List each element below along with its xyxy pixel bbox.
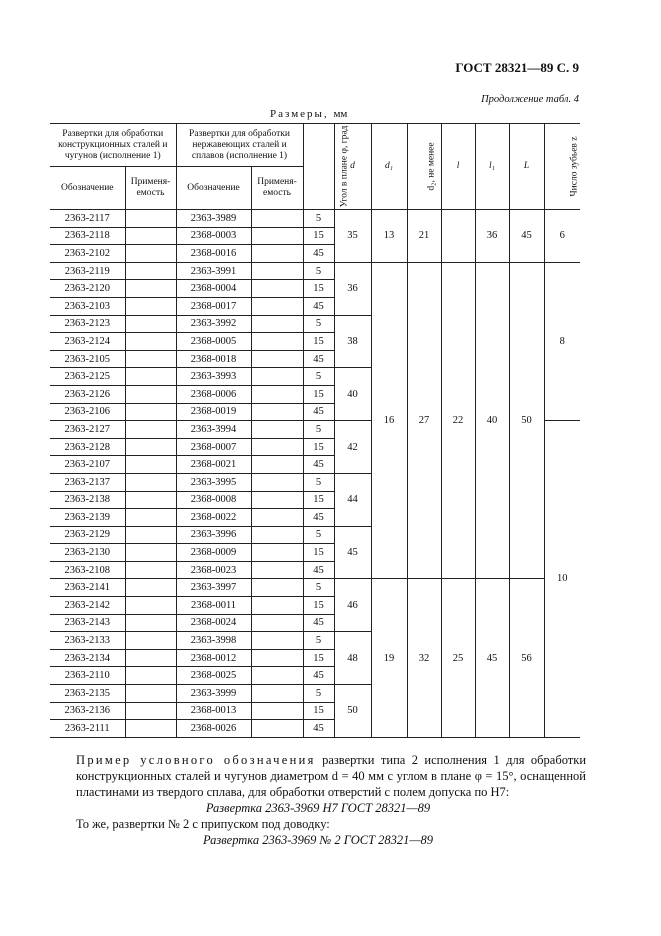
d1-value: 16	[371, 262, 407, 579]
angle-value: 15	[303, 491, 334, 509]
application-group1	[125, 280, 176, 298]
designation-group2: 2363-3993	[176, 368, 251, 386]
example-paragraph	[50, 752, 586, 800]
example-block	[50, 752, 586, 848]
angle-value: 5	[303, 262, 334, 280]
angle-value: 5	[303, 579, 334, 597]
angle-value: 45	[303, 614, 334, 632]
z-header-text: Число зубьев z	[569, 136, 580, 197]
d2-header	[407, 124, 441, 210]
designation-group2: 2368-0009	[176, 544, 251, 562]
l1-value: 40	[475, 262, 509, 579]
application-group2	[251, 526, 303, 544]
example-heading: Пример условного обозначения	[76, 753, 316, 767]
application-group1	[125, 579, 176, 597]
angle-header-text: Угол в плане φ, град	[338, 125, 349, 208]
l-value	[441, 210, 475, 263]
application-group2	[251, 245, 303, 263]
application-group1	[125, 210, 176, 228]
designation-group1: 2363-2136	[50, 702, 125, 720]
angle-value: 15	[303, 333, 334, 351]
l-value: 25	[441, 579, 475, 737]
standard-header: ГОСТ 28321—89 С. 9	[455, 60, 579, 75]
application-header-2: Применя-емость	[251, 167, 303, 210]
designation-group1: 2363-2128	[50, 438, 125, 456]
application-group1	[125, 315, 176, 333]
application-group1	[125, 421, 176, 439]
L-value: 45	[509, 210, 544, 263]
d-value: 42	[334, 421, 371, 474]
designation-group1: 2363-2133	[50, 632, 125, 650]
d2-value: 27	[407, 262, 441, 579]
application-group2	[251, 544, 303, 562]
angle-value: 5	[303, 368, 334, 386]
designation-group2: 2368-0026	[176, 720, 251, 738]
application-group2	[251, 227, 303, 245]
application-group2	[251, 438, 303, 456]
dimensions-caption	[270, 108, 347, 120]
designation-header-1: Обозначение	[50, 167, 125, 210]
designation-group1: 2363-2106	[50, 403, 125, 421]
d1-value: 13	[371, 210, 407, 263]
application-group1	[125, 544, 176, 562]
application-group2	[251, 649, 303, 667]
designation-group1: 2363-2111	[50, 720, 125, 738]
designation-group1: 2363-2105	[50, 350, 125, 368]
angle-value: 15	[303, 280, 334, 298]
designation-group1: 2363-2126	[50, 385, 125, 403]
d-value: 48	[334, 632, 371, 685]
designation-group2: 2363-3995	[176, 473, 251, 491]
application-group1	[125, 632, 176, 650]
application-group1	[125, 385, 176, 403]
d-value: 35	[334, 210, 371, 263]
group2-header: Развертки для обработки нержавеющих сталей и сплавов (исполнение 1)	[176, 124, 303, 167]
application-group2	[251, 685, 303, 703]
application-group2	[251, 579, 303, 597]
angle-value: 45	[303, 456, 334, 474]
designation-group1: 2363-2137	[50, 473, 125, 491]
application-group2	[251, 491, 303, 509]
l-value: 22	[441, 262, 475, 579]
angle-value: 15	[303, 544, 334, 562]
designation-group2: 2368-0012	[176, 649, 251, 667]
designation-group2: 2363-3992	[176, 315, 251, 333]
designation-group1: 2363-2107	[50, 456, 125, 474]
table-row	[50, 262, 580, 280]
designation-group1: 2363-2119	[50, 262, 125, 280]
designation-group2: 2368-0017	[176, 297, 251, 315]
angle-value: 5	[303, 315, 334, 333]
angle-value: 5	[303, 526, 334, 544]
designation-group2: 2368-0022	[176, 509, 251, 527]
designation-group1: 2363-2127	[50, 421, 125, 439]
application-group1	[125, 685, 176, 703]
application-group2	[251, 385, 303, 403]
angle-value: 15	[303, 649, 334, 667]
table-continuation-note: Продолжение табл. 4	[481, 94, 579, 105]
designation-group1: 2363-2135	[50, 685, 125, 703]
angle-value: 45	[303, 509, 334, 527]
designation-group2: 2368-0023	[176, 561, 251, 579]
application-group1	[125, 614, 176, 632]
angle-value: 5	[303, 632, 334, 650]
d-value: 44	[334, 473, 371, 526]
application-group1	[125, 720, 176, 738]
designation-group1: 2363-2118	[50, 227, 125, 245]
example-designation-2: Развертка 2363-3969 № 2 ГОСТ 28321—89	[202, 833, 434, 847]
designation-group1: 2363-2108	[50, 561, 125, 579]
designation-group2: 2368-0007	[176, 438, 251, 456]
application-group1	[125, 667, 176, 685]
application-group2	[251, 597, 303, 615]
d2-value: 21	[407, 210, 441, 263]
d2-header-text: d₂, не менее	[426, 142, 437, 191]
application-group2	[251, 421, 303, 439]
example-text: развертки типа 2 исполнения 1 для обработки конструкционных сталей и чугунов диаметром d = 40 мм с углом в плане φ = 15°, оснащенной пластинами из твердого сплава, для обработки отверстий с полем допуска по Н7:	[76, 753, 587, 799]
designation-group2: 2363-3996	[176, 526, 251, 544]
d-value: 46	[334, 579, 371, 632]
designation-group2: 2368-0019	[176, 403, 251, 421]
table-row	[50, 579, 580, 597]
designation-group1: 2363-2123	[50, 315, 125, 333]
angle-value: 15	[303, 227, 334, 245]
application-group1	[125, 262, 176, 280]
designation-group2: 2363-3999	[176, 685, 251, 703]
designation-group2: 2363-3991	[176, 262, 251, 280]
application-group2	[251, 297, 303, 315]
d1-header: d₁	[371, 124, 407, 210]
designation-group1: 2363-2117	[50, 210, 125, 228]
application-group1	[125, 509, 176, 527]
angle-value: 45	[303, 245, 334, 263]
angle-value: 5	[303, 210, 334, 228]
L-value: 56	[509, 579, 544, 737]
dimensions-caption-text: Размеры,	[270, 108, 329, 120]
application-group1	[125, 438, 176, 456]
application-group1	[125, 561, 176, 579]
dimensions-unit: мм	[333, 108, 348, 120]
d-value: 40	[334, 368, 371, 421]
designation-group2: 2363-3998	[176, 632, 251, 650]
designation-group1: 2363-2138	[50, 491, 125, 509]
application-group1	[125, 297, 176, 315]
angle-value: 5	[303, 685, 334, 703]
d-header: d	[334, 124, 371, 210]
angle-value: 45	[303, 297, 334, 315]
application-group2	[251, 210, 303, 228]
angle-value: 45	[303, 667, 334, 685]
designation-group2: 2368-0024	[176, 614, 251, 632]
designation-group1: 2363-2129	[50, 526, 125, 544]
designation-group2: 2363-3994	[176, 421, 251, 439]
application-group1	[125, 526, 176, 544]
table-row	[50, 210, 580, 228]
application-group2	[251, 614, 303, 632]
application-group2	[251, 720, 303, 738]
angle-value: 45	[303, 350, 334, 368]
designation-group1: 2363-2142	[50, 597, 125, 615]
application-group1	[125, 473, 176, 491]
designation-group1: 2363-2124	[50, 333, 125, 351]
application-group2	[251, 667, 303, 685]
designation-group1: 2363-2110	[50, 667, 125, 685]
designation-group2: 2368-0016	[176, 245, 251, 263]
application-group2	[251, 262, 303, 280]
z-value: 10	[544, 421, 580, 738]
application-group1	[125, 403, 176, 421]
l-header: l	[441, 124, 475, 210]
application-group1	[125, 456, 176, 474]
angle-value: 15	[303, 597, 334, 615]
angle-value: 15	[303, 385, 334, 403]
application-group1	[125, 597, 176, 615]
designation-group2: 2368-0008	[176, 491, 251, 509]
angle-value: 15	[303, 702, 334, 720]
designation-group2: 2368-0025	[176, 667, 251, 685]
example-text-2: То же, развертки № 2 с припуском под доводку:	[76, 817, 330, 831]
designation-group1: 2363-2102	[50, 245, 125, 263]
angle-value: 15	[303, 438, 334, 456]
example-designation-1: Развертка 2363-3969 Н7 ГОСТ 28321—89	[205, 801, 431, 815]
L-value: 50	[509, 262, 544, 579]
angle-value: 5	[303, 473, 334, 491]
group1-header: Развертки для обработки конструкционных сталей и чугунов (исполнение 1)	[50, 124, 176, 167]
designation-group2: 2368-0018	[176, 350, 251, 368]
designation-group2: 2363-3989	[176, 210, 251, 228]
designation-group1: 2363-2134	[50, 649, 125, 667]
designation-group2: 2368-0021	[176, 456, 251, 474]
l1-value: 45	[475, 579, 509, 737]
angle-value: 5	[303, 421, 334, 439]
l1-value: 36	[475, 210, 509, 263]
designation-group1: 2363-2139	[50, 509, 125, 527]
designation-group1: 2363-2143	[50, 614, 125, 632]
application-group2	[251, 702, 303, 720]
specification-table	[50, 123, 580, 738]
designation-group1: 2363-2141	[50, 579, 125, 597]
application-group1	[125, 491, 176, 509]
z-value: 8	[544, 262, 580, 420]
application-group2	[251, 473, 303, 491]
designation-group2: 2363-3997	[176, 579, 251, 597]
z-header	[544, 124, 580, 210]
application-group1	[125, 702, 176, 720]
d2-value: 32	[407, 579, 441, 737]
d-value: 36	[334, 262, 371, 315]
d1-value: 19	[371, 579, 407, 737]
designation-header-2: Обозначение	[176, 167, 251, 210]
designation-group2: 2368-0004	[176, 280, 251, 298]
designation-group2: 2368-0005	[176, 333, 251, 351]
application-group2	[251, 632, 303, 650]
application-group1	[125, 333, 176, 351]
d-value: 45	[334, 526, 371, 579]
application-group2	[251, 561, 303, 579]
application-group2	[251, 333, 303, 351]
application-group1	[125, 368, 176, 386]
designation-group2: 2368-0013	[176, 702, 251, 720]
application-group1	[125, 227, 176, 245]
application-group1	[125, 245, 176, 263]
l1-header: l₁	[475, 124, 509, 210]
application-group2	[251, 456, 303, 474]
angle-value: 45	[303, 720, 334, 738]
designation-group2: 2368-0011	[176, 597, 251, 615]
application-header-1: Применя-емость	[125, 167, 176, 210]
application-group2	[251, 350, 303, 368]
angle-header	[303, 124, 349, 210]
designation-group2: 2368-0003	[176, 227, 251, 245]
z-value: 6	[544, 210, 580, 263]
designation-group1: 2363-2120	[50, 280, 125, 298]
angle-value: 45	[303, 561, 334, 579]
d-value: 50	[334, 685, 371, 738]
L-header: L	[509, 124, 544, 210]
designation-group1: 2363-2103	[50, 297, 125, 315]
application-group2	[251, 280, 303, 298]
application-group1	[125, 649, 176, 667]
d-value: 38	[334, 315, 371, 368]
application-group2	[251, 368, 303, 386]
application-group2	[251, 509, 303, 527]
application-group2	[251, 403, 303, 421]
application-group2	[251, 315, 303, 333]
application-group1	[125, 350, 176, 368]
designation-group1: 2363-2130	[50, 544, 125, 562]
angle-value: 45	[303, 403, 334, 421]
designation-group1: 2363-2125	[50, 368, 125, 386]
designation-group2: 2368-0006	[176, 385, 251, 403]
